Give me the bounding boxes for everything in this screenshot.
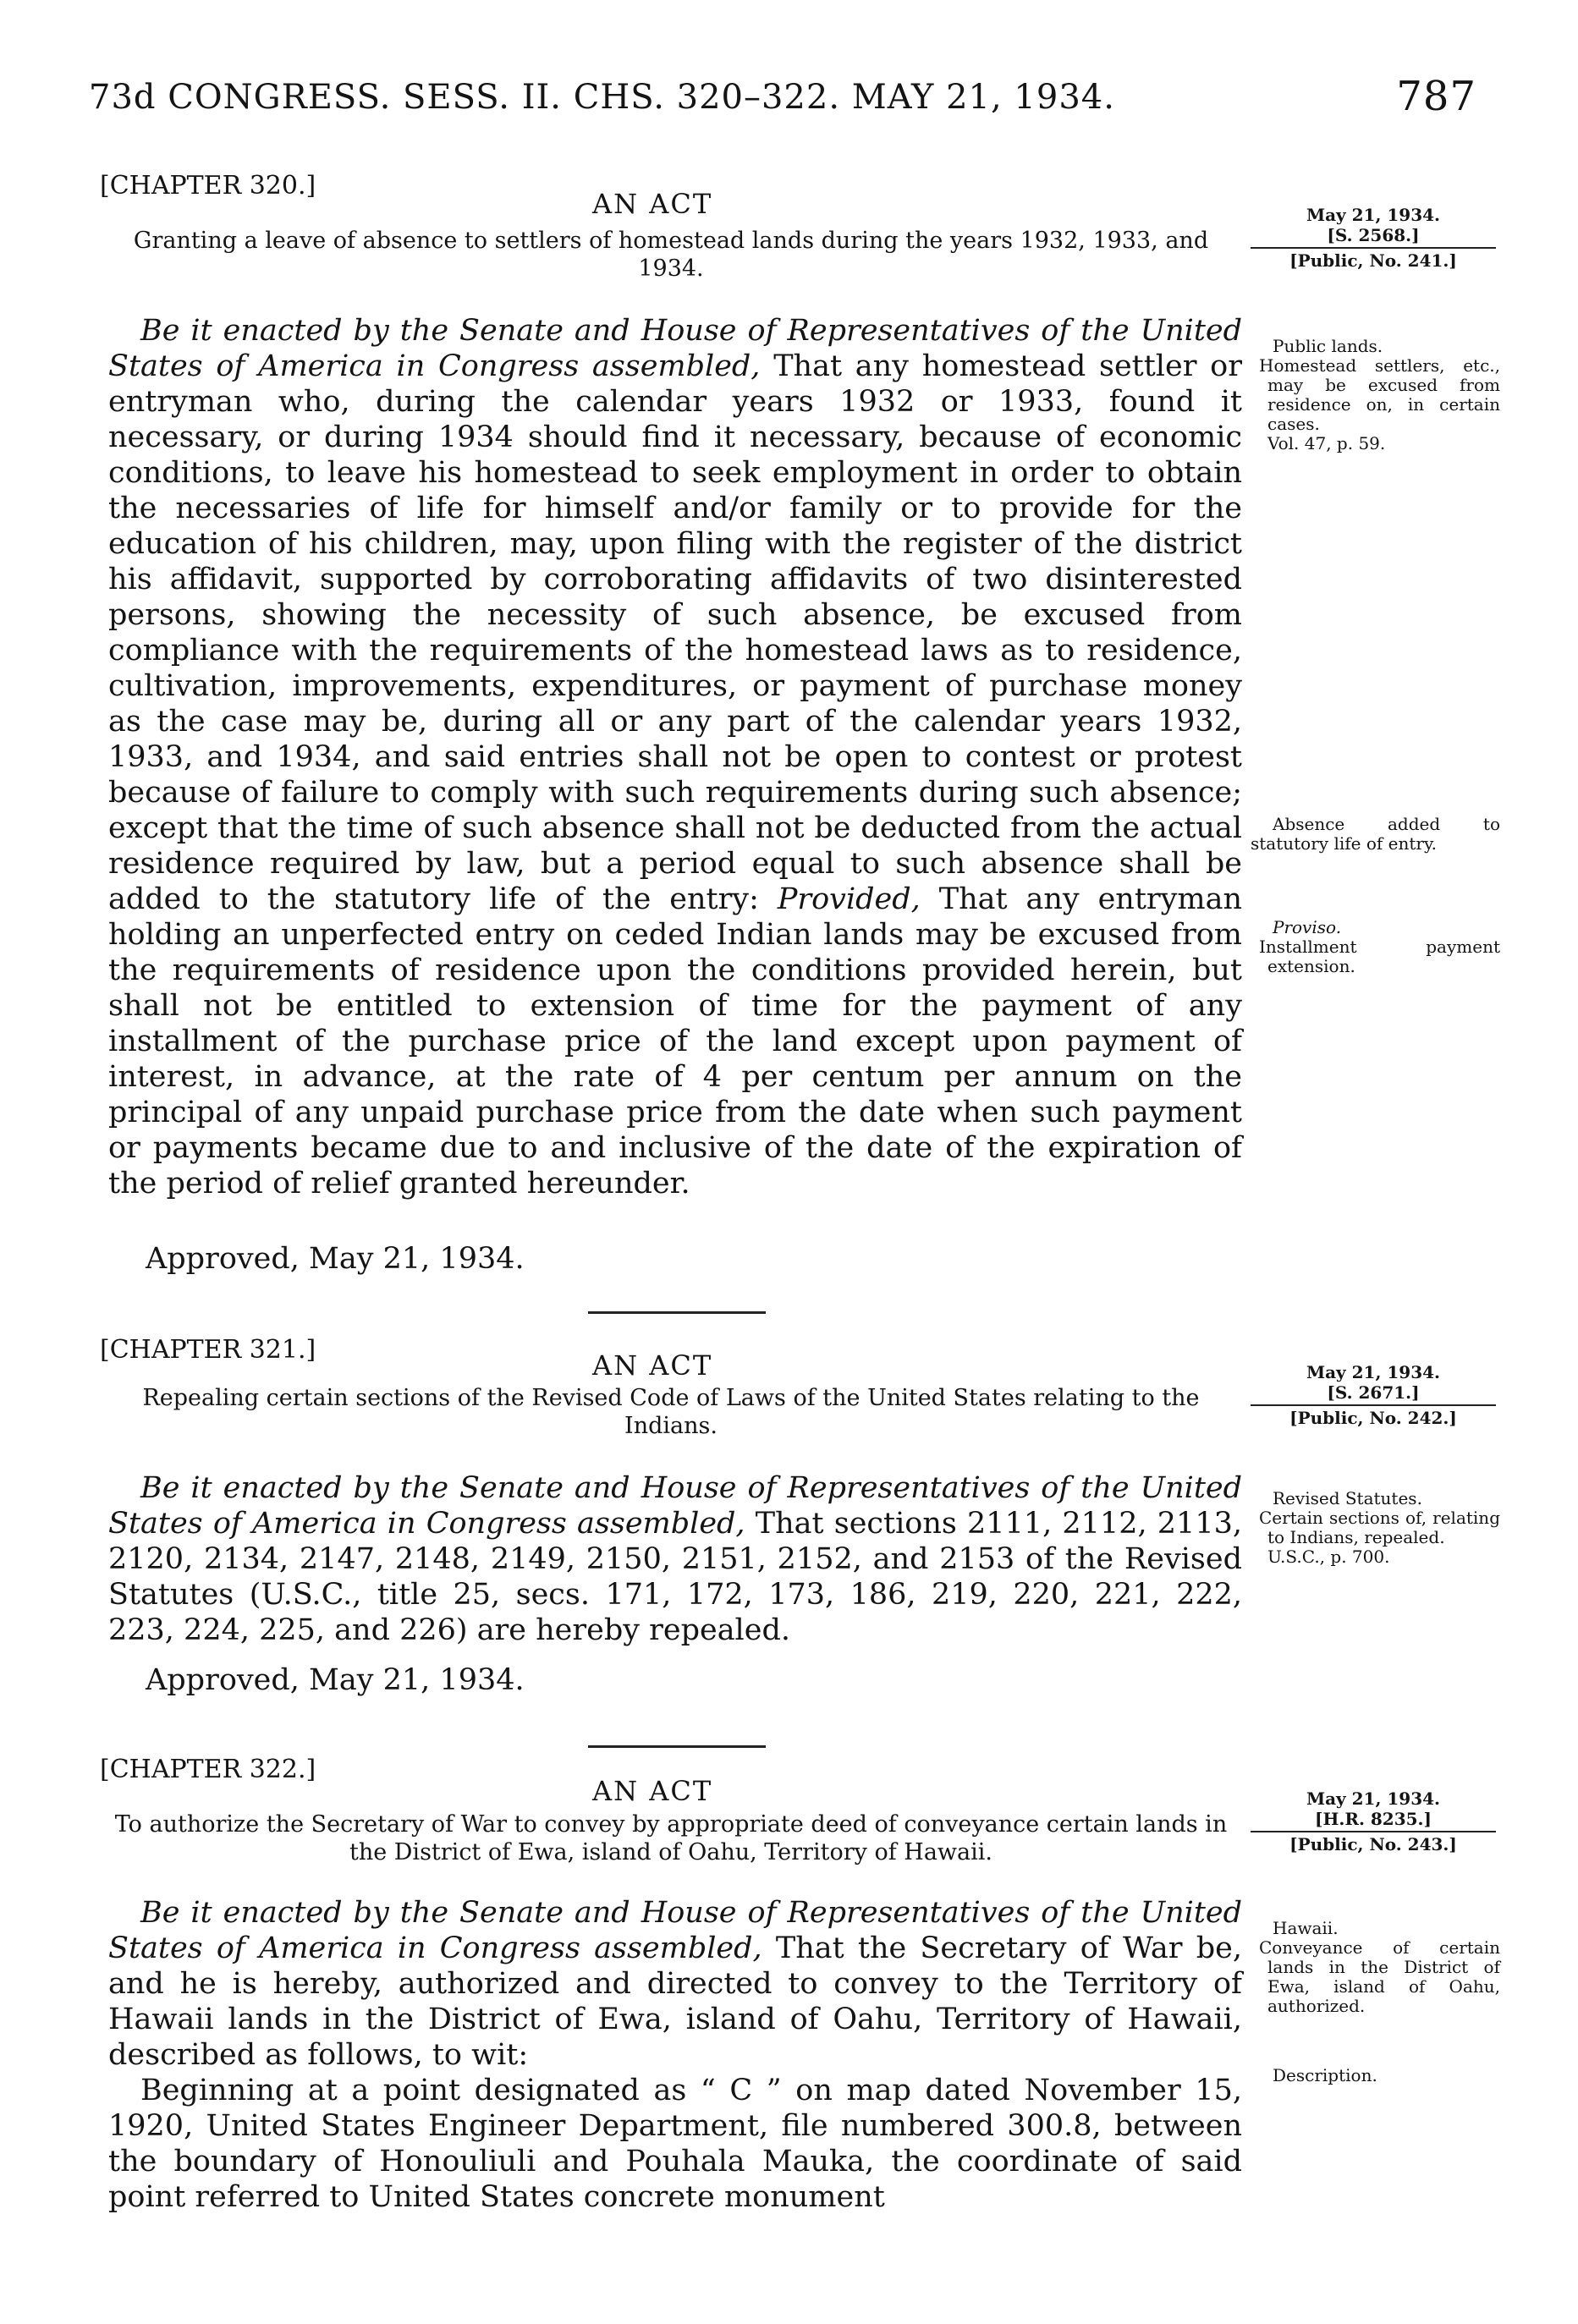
- chapter-321-body: [108, 1470, 1242, 1648]
- chapter-321-label: [CHAPTER 321.]: [100, 1335, 316, 1365]
- note-heading: Proviso.: [1273, 917, 1342, 937]
- chapter-322-paragraph-2: [108, 2073, 1242, 2215]
- chapter-322-public-law: [Public, No. 243.]: [1289, 1834, 1457, 1854]
- chapter-322-date: May 21, 1934.: [1306, 1788, 1441, 1809]
- chapter-321-date: May 21, 1934.: [1306, 1362, 1441, 1382]
- chapter-322-meta-rule: [1251, 1831, 1496, 1832]
- chapter-321-meta: [1251, 1362, 1496, 1428]
- running-head-text: 73d CONGRESS. SESS. II. CHS. 320–322. MAY 21, 1934.: [89, 78, 1115, 117]
- chapter-320-date: May 21, 1934.: [1306, 205, 1441, 225]
- chapter-321-bill: [S. 2671.]: [1327, 1382, 1420, 1403]
- chapter-320-note-absence: [1251, 815, 1500, 854]
- chapter-322-text-1: That the Secretary of War be, and he is hereby, authorized and directed to convey to the Territory of Hawaii lands in the District of Ewa, island of Oahu, Territory of Hawaii, described as follows, to wit:: [108, 1931, 1242, 2072]
- note-text: Homestead settlers, etc., may be excused from residence on, in certain cases.: [1259, 355, 1500, 434]
- note-text: Description.: [1273, 2065, 1377, 2085]
- chapter-322-act-title: AN ACT: [592, 1775, 713, 1807]
- chapter-320-text-2: That any entryman holding an unperfected entry on ceded Indian lands may be excused from the requirements of residence upon the conditions provided herein, but shall not be entitled to extension of time for the payment of any installment of the purchase price of the land except upon payment of interest, in advance, at the rate of 4 per centum per annum on the principal of any unpaid purchase price from the date when such payment or payments became due to and inclusive of the date of the expiration of the period of relief granted hereunder.: [108, 882, 1242, 1200]
- note-text: Conveyance of certain lands in the District of Ewa, island of Oahu, authorized.: [1259, 1937, 1500, 2016]
- chapter-321-approved: Approved, May 21, 1934.: [146, 1663, 525, 1697]
- chapter-320-paragraph: [108, 313, 1242, 1201]
- chapter-321-act-title: AN ACT: [592, 1349, 713, 1382]
- note-reference: U.S.C., p. 700.: [1267, 1547, 1390, 1567]
- page-number: 787: [1396, 73, 1476, 120]
- chapter-320-bill: [S. 2568.]: [1327, 225, 1420, 245]
- chapter-321-public-law: [Public, No. 242.]: [1289, 1408, 1457, 1428]
- chapter-321-meta-rule: [1251, 1404, 1496, 1406]
- chapter-320-proviso: Provided,: [777, 882, 921, 916]
- section-divider: [588, 1745, 766, 1748]
- chapter-322-text-2: Beginning at a point designated as “ C ” on map dated November 15, 1920, United States Engineer Department, file numbered 300.8, between the boundary of Honouliuli and Pouhala Mauka, the coordinate of said point referred to United States concrete monument: [108, 2074, 1242, 2214]
- chapter-320-body: [108, 313, 1242, 1201]
- chapter-322-paragraph-1: [108, 1895, 1242, 2073]
- chapter-321-text-1: That sections 2111, 2112, 2113, 2120, 2134, 2147, 2148, 2149, 2150, 2151, 2152, and 2153 of the Revised Statutes (U.S.C., title 25, secs. 171, 172, 173, 186, 219, 220, 221, 222, 223, 224, 225, and 226) are hereby repealed.: [108, 1507, 1242, 1647]
- running-head: [89, 73, 1476, 120]
- chapter-320-enacting-clause: Be it enacted by the Senate and House of Representatives of the United States of America in Congress assembled,: [108, 314, 1242, 383]
- note-heading: Revised Statutes.: [1273, 1488, 1422, 1508]
- chapter-322-bill: [H.R. 8235.]: [1315, 1809, 1432, 1829]
- chapter-320-note-public-lands: [1251, 337, 1500, 453]
- note-reference: Vol. 47, p. 59.: [1267, 433, 1386, 453]
- note-text: Absence added to statutory life of entry.: [1251, 814, 1500, 854]
- chapter-320-text-1: That any homestead settler or entryman who, during the calendar years 1932 or 1933, found it necessary, or during 1934 should find it necessary, because of economic conditions, to leave his homestead to seek employment in order to obtain the necessaries of life for himself and/or family or to provide for the education of his children, may, upon filing with the register of the district his affidavit, supported by corroborating affidavits of two disinterested persons, showing the necessity of such absence, be excused from compliance with the requirements of the homestead laws as to residence, cultivation, improvements, expenditures, or payment of purchase money as the case may be, during all or any part of the calendar years 1932, 1933, and 1934, and said entries shall not be open to contest or protest because of failure to comply with such requirements during such absence; except that the time of such absence shall not be deducted from the actual residence required by law, but a period equal to such absence shall be added to the statutory life of the entry:: [108, 349, 1242, 916]
- chapter-322-label: [CHAPTER 322.]: [100, 1755, 316, 1784]
- note-text: Certain sections of, relating to Indians, repealed.: [1259, 1508, 1500, 1547]
- note-heading: Public lands.: [1273, 336, 1383, 356]
- chapter-320-public-law: [Public, No. 241.]: [1289, 250, 1457, 271]
- chapter-321-note-revised-statutes: [1251, 1489, 1500, 1567]
- chapter-320-meta-rule: [1251, 247, 1496, 249]
- section-divider: [588, 1311, 766, 1314]
- chapter-321-purpose: Repealing certain sections of the Revised Code of Laws of the United States relating to the Indians.: [142, 1385, 1200, 1439]
- chapter-320-act-title: AN ACT: [592, 188, 713, 220]
- chapter-322-purpose: To authorize the Secretary of War to convey by appropriate deed of conveyance certain lands in the District of Ewa, island of Oahu, Territory of Hawaii.: [114, 1811, 1228, 1865]
- chapter-320-approved: Approved, May 21, 1934.: [146, 1242, 525, 1276]
- chapter-322-enacting-clause: Be it enacted by the Senate and House of Representatives of the United States of America in Congress assembled,: [108, 1896, 1242, 1965]
- chapter-322-meta: [1251, 1788, 1496, 1854]
- chapter-322-body: [108, 1895, 1242, 2215]
- chapter-320-label: [CHAPTER 320.]: [100, 171, 316, 201]
- chapter-320-meta: [1251, 205, 1496, 271]
- chapter-321-enacting-clause: Be it enacted by the Senate and House of Representatives of the United States of America in Congress assembled,: [108, 1471, 1242, 1541]
- chapter-321-paragraph: [108, 1470, 1242, 1648]
- chapter-320-note-proviso: [1251, 918, 1500, 976]
- chapter-322-note-hawaii: [1251, 1919, 1500, 2016]
- note-text: Installment payment extension.: [1259, 937, 1500, 976]
- chapter-322-note-description: [1251, 2066, 1500, 2085]
- chapter-320-purpose: Granting a leave of absence to settlers of homestead lands during the years 1932, 1933, and 1934.: [133, 228, 1209, 282]
- note-heading: Hawaii.: [1273, 1918, 1339, 1938]
